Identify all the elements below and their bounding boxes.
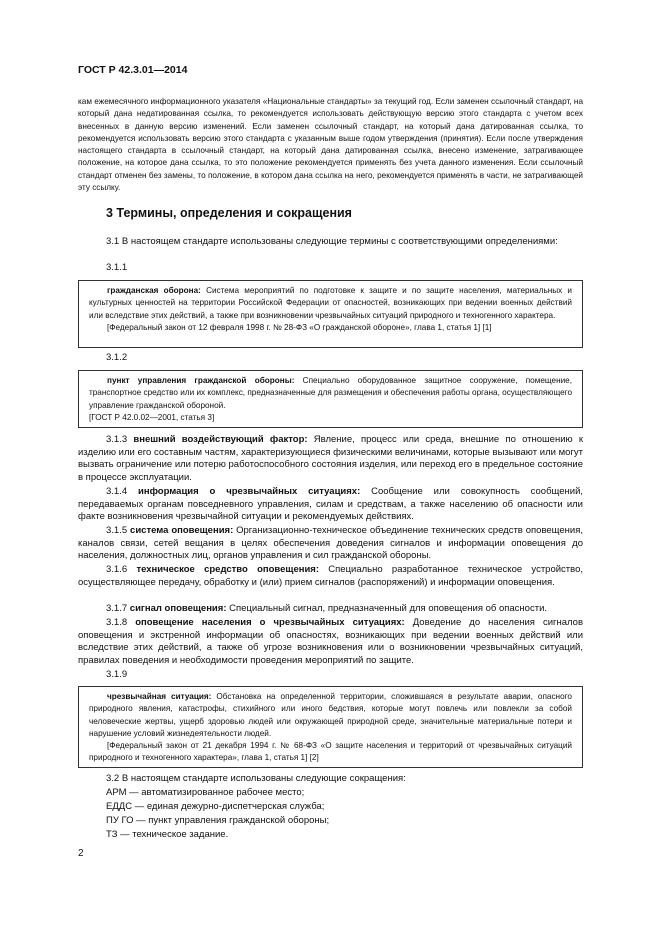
term-definition	[89, 691, 572, 740]
paragraph-3-2: 3.2 В настоящем стандарте использованы следующие сокращения:	[106, 773, 406, 784]
abbreviation-item: ЕДДС — единая дежурно-диспетчерская служба;	[106, 801, 325, 812]
term-reference: [Федеральный закон от 12 февраля 1998 г. № 28-ФЗ «О гражданской обороне», глава 1, статья 1] [1]	[107, 322, 492, 332]
term-text: Специальный сигнал, предназначенный для оповещения об опасности.	[226, 603, 548, 614]
abbreviation-item: ТЗ — техническое задание.	[106, 829, 229, 840]
term-text: Доведение до населения сигналов оповещения и экстренной информации об опасностях, возникающих при ведении военных действий или вследствие этих действий, а также об угрозе возникновения или о возникновении чрезвычайных ситуаций, правилах поведения и необходимости проведения мероприятий по защите.	[78, 617, 583, 666]
term-text: Явление, процесс или среда, внешние по отношению к изделию или его составным частям, характеризующиеся физическими величинами, которые вызывают или могут вызвать ограничение или потерю работоспособного состояния изделия, или переход его в предельное состояние в процессе эксплуатации.	[78, 434, 583, 483]
term-3-1-8	[78, 617, 583, 667]
term-3-1-7	[78, 603, 583, 616]
paragraph-3-1: 3.1 В настоящем стандарте использованы следующие термины с соответствующими определениями:	[106, 236, 558, 247]
term-text: Сообщение или совокупность сообщений, передаваемых органам повседневного управления, силам и средствам, а также населению об опасности или факте возникновения чрезвычайной ситуации и рекомендуемых действиях.	[78, 486, 584, 522]
intro-paragraph: кам ежемесячного информационного указателя «Национальные стандарты» за текущий год. Если заменен ссылочный стандарт, на который дана недатированная ссылка, то рекомендуется использовать действующую версию этого стандарта с учетом всех внесенных в данную версию изменений. Если заменен ссылочный стандарт, на который дана датированная ссылка, то рекомендуется использовать версию этого стандарта с указанным выше годом утверждения (принятия). Если после утверждения настоящего стандарта в ссылочный стандарт, на который дана датированная ссылка, внесено изменение, затрагивающее положение, на которое дана ссылка, то это положение рекомендуется применять без учета данного изменения. Если ссылочный стандарт отменен без замены, то положение, в котором дана ссылка на него, рекомендуется применять в части, не затрагивающей эту ссылку.	[78, 97, 583, 193]
term-number: 3.1.4	[106, 486, 128, 497]
term-name: чрезвычайная ситуация:	[107, 692, 212, 701]
term-3-1-5	[78, 525, 583, 563]
term-number-3-1-2: 3.1.2	[106, 352, 128, 363]
term-definition	[89, 375, 572, 412]
document-header: ГОСТ Р 42.3.01—2014	[78, 64, 188, 76]
term-number: 3.1.5	[106, 525, 128, 536]
abbreviation-item: ПУ ГО — пункт управления гражданской обороны;	[106, 815, 330, 826]
term-box-3-1-2	[78, 370, 583, 428]
term-3-1-3	[78, 434, 583, 484]
term-number: 3.1.3	[106, 434, 128, 445]
term-number-3-1-1: 3.1.1	[106, 262, 128, 273]
abbreviation-item: АРМ — автоматизированное рабочее место;	[106, 787, 305, 798]
term-definition	[89, 285, 572, 322]
term-number: 3.1.7	[106, 603, 128, 614]
term-3-1-4	[78, 486, 583, 524]
term-text: Специально оборудованное защитное сооружение, помещение, транспортное средство или их комплекс, предназначенные для размещения и обеспечения работы органа, осуществляющего управление гражданской обороной.	[89, 376, 572, 410]
term-text: Обстановка на определенной территории, сложившаяся в результате аварии, опасного природного явления, катастрофы, стихийного или иного бедствия, которые могут повлечь или повлекли за собой человеческие жертвы, ущерб здоровью людей или окружающей природной среде, значительные материальные потери и нарушение условий жизнедеятельности людей.	[89, 692, 572, 738]
term-name: техническое средство оповещения:	[136, 564, 320, 575]
term-name: внешний воздействующий фактор:	[133, 434, 308, 445]
term-number: 3.1.8	[106, 617, 128, 628]
term-3-1-6	[78, 564, 583, 589]
term-name: система оповещения:	[130, 525, 234, 536]
term-text: Специально разработанное техническое устройство, осуществляющее передачу, обработку и (или) прием сигналов (распоряжений) и информации оповещения.	[78, 564, 584, 588]
term-name: оповещение населения о чрезвычайных ситуациях:	[135, 617, 405, 628]
term-text: Организационно-техническое объединение технических средств оповещения, каналов связи, сетей вещания в целях обеспечения доведения сигналов и информации оповещения до населения, должностных лиц, органов управления и сил гражданской обороны.	[78, 525, 583, 561]
term-reference: [ГОСТ Р 42.0.02—2001, статья 3]	[89, 412, 215, 422]
term-number: 3.1.6	[106, 564, 128, 575]
term-name: пункт управления гражданской обороны:	[107, 376, 295, 385]
term-name: информация о чрезвычайных ситуациях:	[138, 486, 361, 497]
term-box-3-1-1	[78, 280, 583, 348]
page-number: 2	[78, 848, 84, 859]
section-title: 3 Термины, определения и сокращения	[106, 206, 352, 220]
term-text: Система мероприятий по подготовке к защите и по защите населения, материальных и культурных ценностей на территории Российской Федерации от опасностей, возникающих при ведении военных действий или вследствие этих действий, а также при возникновении чрезвычайных ситуаций природного и техногенного характера.	[89, 286, 572, 320]
term-name: гражданская оборона:	[107, 286, 201, 295]
term-reference: [Федеральный закон от 21 декабря 1994 г. № 68-ФЗ «О защите населения и территорий от чрезвычайных ситуаций природного и техногенного характера», глава 1, статья 1] [2]	[89, 741, 572, 763]
term-box-3-1-9	[78, 686, 583, 768]
term-name: сигнал оповещения:	[129, 603, 227, 614]
term-number-3-1-9: 3.1.9	[106, 669, 128, 680]
